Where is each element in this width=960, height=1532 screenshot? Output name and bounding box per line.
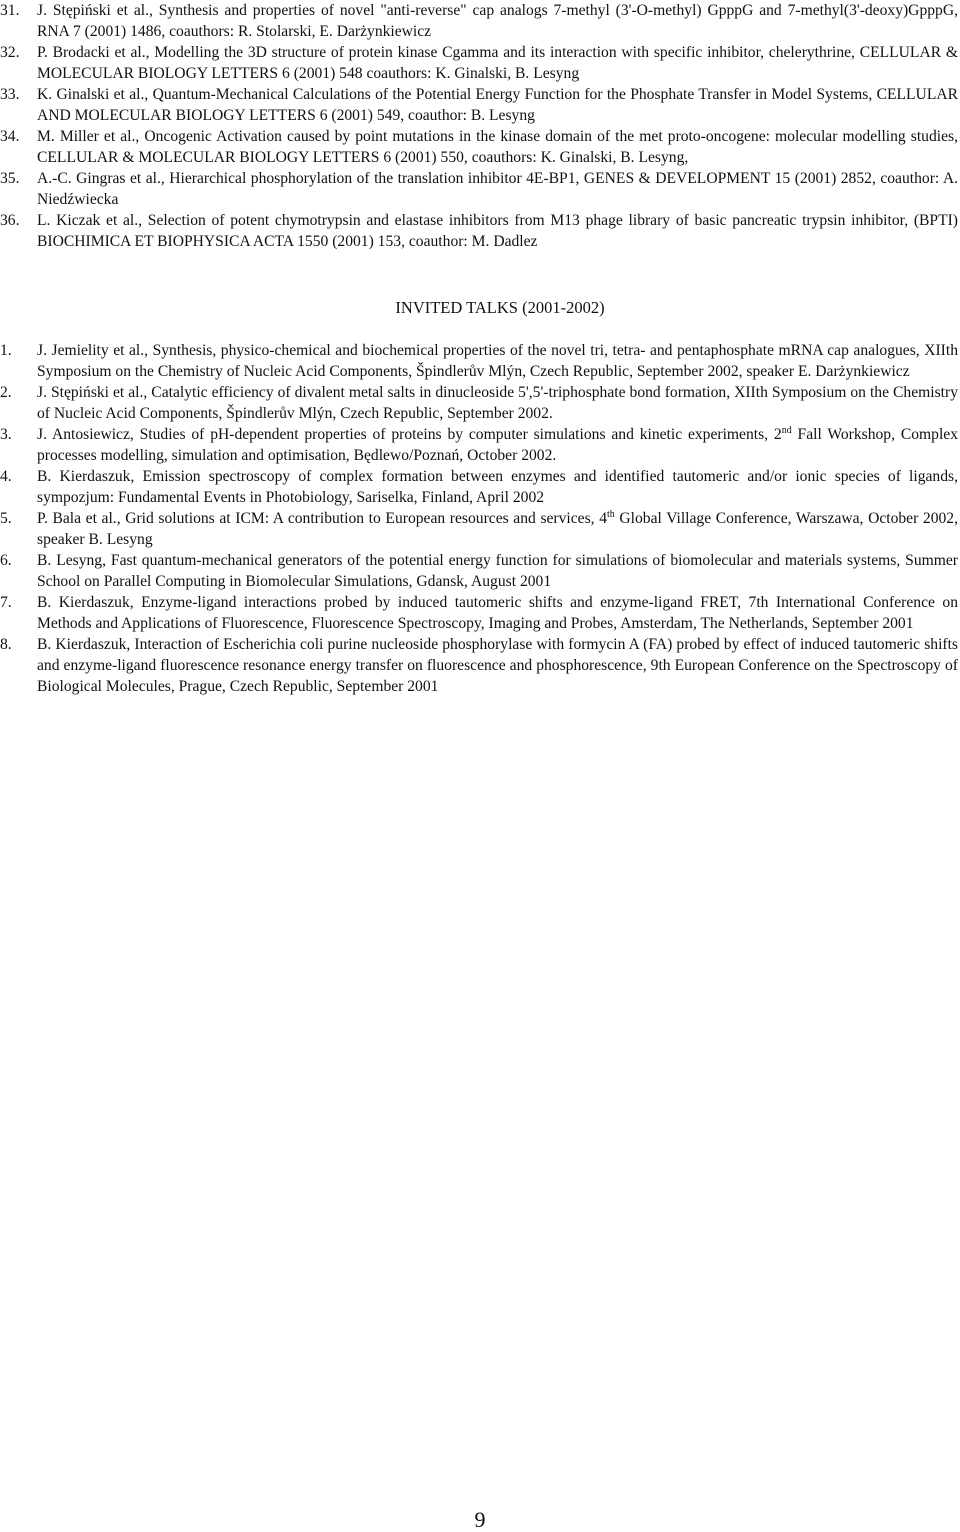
entry-text: , Modelling the 3D structure of protein kinase Cgamma and its interaction with specific inhibitor, chelerythrine, CELLULAR & MOLECULAR BIOLOGY LETTERS 6 (2001) 548 coauthors: K. Ginalski, B. Lesyng	[37, 44, 958, 82]
ordinal-suffix: th	[607, 509, 615, 520]
publication-entry	[0, 126, 958, 168]
entry-number: 5.	[0, 510, 12, 527]
entry-authors: M. Miller et al.	[37, 128, 136, 145]
publication-entry	[0, 84, 958, 126]
entry-text: , Hierarchical phosphorylation of the translation inhibitor 4E-BP1, GENES & DEVELOPMENT 15 (2001) 2852, coauthor: A. Niedźwiecka	[37, 170, 958, 208]
talk-entry	[0, 634, 958, 697]
publication-entry	[0, 42, 958, 84]
entry-number: 6.	[0, 552, 12, 569]
section-heading: INVITED TALKS (2001-2002)	[395, 298, 605, 317]
entry-authors: K. Ginalski et al.	[37, 86, 145, 103]
entry-number: 34.	[0, 128, 20, 145]
talk-entry	[0, 550, 958, 592]
publication-entry	[0, 0, 958, 42]
publication-entry	[0, 210, 958, 252]
entry-text: J. Jemielity et al., Synthesis, physico-chemical and biochemical properties of the novel tri, tetra- and pentaphosphate mRNA cap analogues, XIIth Symposium on the Chemistry of Nucleic Acid Components, Špindlerův Mlýn, Czech Republic, September 2002, speaker E. Darżynkiewicz	[37, 342, 958, 380]
entry-number: 36.	[0, 212, 20, 229]
page-number: 9	[474, 1507, 486, 1532]
entry-number: 3.	[0, 426, 12, 443]
invited-talks-list	[0, 340, 958, 697]
entry-text: , Selection of potent chymotrypsin and elastase inhibitors from M13 phage library of basic pancreatic trypsin inhibitor, (BPTI) BIOCHIMICA ET BIOPHYSICA ACTA 1550 (2001) 153, coauthor: M. Dadlez	[37, 212, 958, 250]
entry-number: 35.	[0, 170, 20, 187]
entry-number: 7.	[0, 594, 12, 611]
entry-authors: P. Brodacki et al.	[37, 44, 146, 61]
entry-authors: J. Stępiński et al.	[37, 2, 149, 19]
publications-list	[0, 0, 958, 252]
entry-authors: A.-C. Gingras et al.	[37, 170, 161, 187]
talk-entry	[0, 382, 958, 424]
entry-text: B. Lesyng, Fast quantum-mechanical generators of the potential energy function for simulations of biomolecular and materials systems, Summer School on Parallel Computing in Biomolecular Simulations, Gdansk, August 2001	[37, 552, 958, 590]
entry-text: J. Stępiński et al., Catalytic efficiency of divalent metal salts in dinucleoside 5',5'-triphosphate bond formation, XIIth Symposium on the Chemistry of Nucleic Acid Components, Špindlerův Mlýn, Czech Republic, September 2002.	[37, 384, 958, 422]
entry-number: 1.	[0, 342, 12, 359]
publication-entry	[0, 168, 958, 210]
talk-entry	[0, 424, 958, 466]
entry-text: , Quantum-Mechanical Calculations of the Potential Energy Function for the Phosphate Transfer in Model Systems, CELLULAR AND MOLECULAR BIOLOGY LETTERS 6 (2001) 549, coauthor: B. Lesyng	[37, 86, 959, 124]
entry-number: 33.	[0, 86, 20, 103]
entry-text: , Synthesis and properties of novel "anti-reverse" cap analogs 7-methyl (3'-O-methyl) GpppG and 7-methyl(3'-deoxy)GpppG, RNA 7 (2001) 1486, coauthors: R. Stolarski, E. Darżynkiewicz	[37, 2, 958, 40]
entry-number: 2.	[0, 384, 12, 401]
talk-entry	[0, 592, 958, 634]
entry-authors: L. Kiczak et al.	[37, 212, 139, 229]
entry-number: 8.	[0, 636, 12, 653]
entry-text: B. Kierdaszuk, Interaction of Escherichia coli purine nucleoside phosphorylase with formycin A (FA) probed by effect of induced tautomeric shifts and enzyme-ligand fluorescence resonance energy transfer on fluorescence and phosphorescence, 9th European Conference on the Spectroscopy of Biological Molecules, Prague, Czech Republic, September 2001	[37, 636, 958, 695]
entry-text: J. Antosiewicz, Studies of pH-dependent properties of proteins by computer simulations and kinetic experiments, 2	[37, 426, 782, 443]
talk-entry	[0, 466, 958, 508]
entry-text: B. Kierdaszuk, Enzyme-ligand interactions probed by induced tautomeric shifts and enzyme-ligand FRET, 7th International Conference on Methods and Applications of Fluorescence, Fluorescence Spectroscopy, Imaging and Probes, Amsterdam, The Netherlands, September 2001	[37, 594, 958, 632]
talk-entry	[0, 340, 958, 382]
entry-number: 4.	[0, 468, 12, 485]
entry-text-continued: Fall Workshop, Complex processes modelling, simulation and optimisation, Będlewo/Poznań, October 2002.	[37, 426, 958, 464]
entry-number: 32.	[0, 44, 20, 61]
talk-entry	[0, 508, 958, 550]
entry-number: 31.	[0, 2, 20, 19]
ordinal-suffix: nd	[781, 425, 792, 436]
entry-text-continued: Global Village Conference, Warszawa, October 2002, speaker B. Lesyng	[37, 510, 959, 548]
entry-text: B. Kierdaszuk, Emission spectroscopy of complex formation between enzymes and identified tautomeric and/or ionic species of ligands, sympozjum: Fundamental Events in Photobiology, Sariselka, Finland, April 2002	[37, 468, 958, 506]
entry-text: , Oncogenic Activation caused by point mutations in the kinase domain of the met proto-oncogene: molecular modelling studies, CELLULAR & MOLECULAR BIOLOGY LETTERS 6 (2001) 550, coauthors: K. Ginalski, B. Lesyng,	[37, 128, 959, 166]
entry-text: P. Bala et al., Grid solutions at ICM: A contribution to European resources and services, 4	[37, 510, 607, 527]
